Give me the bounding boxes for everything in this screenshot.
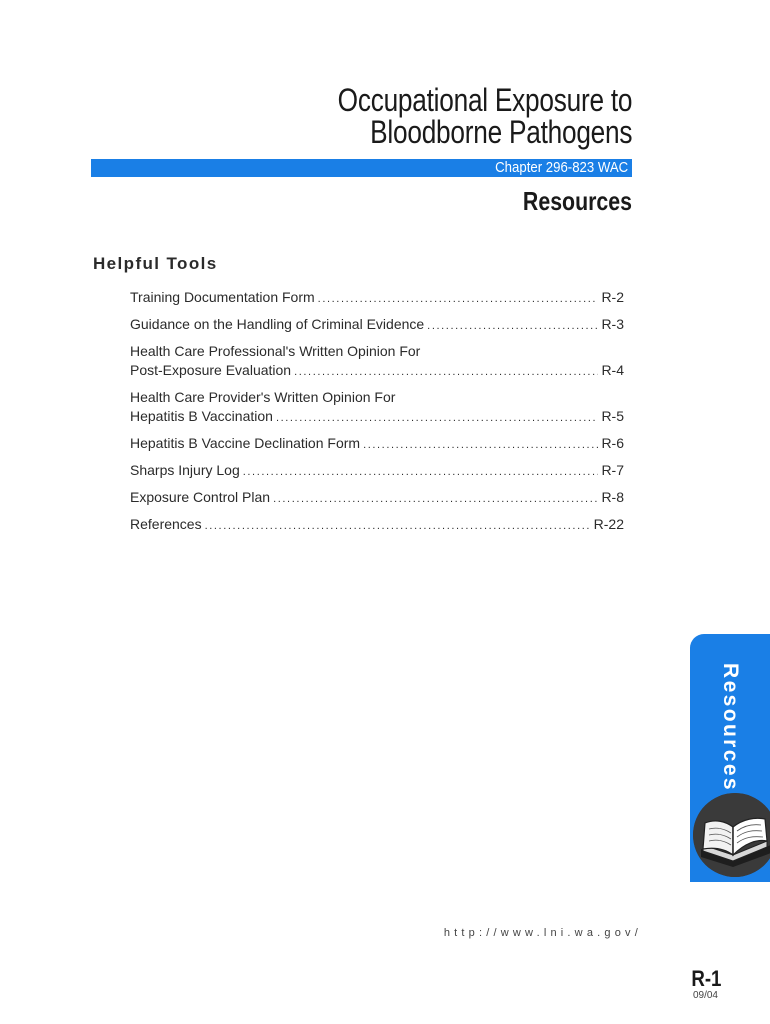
side-tab-label: Resources bbox=[719, 663, 742, 792]
toc-entry[interactable] bbox=[130, 461, 624, 480]
toc-entry[interactable] bbox=[130, 488, 624, 507]
toc-entry-title: Hepatitis B Vaccination bbox=[130, 408, 273, 424]
toc-entry-title: References bbox=[130, 516, 202, 532]
document-title bbox=[337, 84, 632, 148]
chapter-bar bbox=[91, 159, 632, 177]
toc-entry-row bbox=[130, 461, 624, 480]
toc-entry-title: Health Care Provider's Written Opinion For bbox=[130, 389, 396, 405]
section-title: Resources bbox=[522, 186, 632, 216]
toc-entry-title: Sharps Injury Log bbox=[130, 462, 240, 478]
toc-entry[interactable] bbox=[130, 434, 624, 453]
open-book-icon bbox=[693, 793, 770, 877]
page-number: R-1 bbox=[690, 966, 721, 991]
toc-page-number: R-22 bbox=[593, 516, 624, 532]
document-title-line-1: Occupational Exposure to bbox=[337, 82, 632, 118]
helpful-tools-heading: Helpful Tools bbox=[93, 254, 218, 273]
toc-dot-leader bbox=[243, 463, 599, 482]
open-book-icon-graphic bbox=[693, 793, 770, 877]
toc-entry[interactable] bbox=[130, 388, 624, 426]
toc-entry[interactable] bbox=[130, 342, 624, 380]
toc-page-number: R-7 bbox=[601, 462, 624, 478]
toc-entry[interactable] bbox=[130, 515, 624, 534]
toc-entry-line bbox=[130, 388, 624, 407]
toc-entry-row bbox=[130, 488, 624, 507]
website-url[interactable]: http://www.lni.wa.gov/ bbox=[443, 927, 642, 939]
toc-entry[interactable] bbox=[130, 315, 624, 334]
toc-dot-leader bbox=[318, 290, 599, 309]
toc-entry-row bbox=[130, 407, 624, 426]
toc-page-number: R-3 bbox=[601, 316, 624, 332]
toc-entry-title: Guidance on the Handling of Criminal Evidence bbox=[130, 316, 425, 332]
toc-page-number: R-8 bbox=[601, 489, 624, 505]
toc-dot-leader bbox=[427, 317, 598, 336]
toc-entry-row bbox=[130, 434, 624, 453]
toc-page-number: R-2 bbox=[601, 289, 624, 305]
toc-page-number: R-5 bbox=[601, 408, 624, 424]
toc-entry-row bbox=[130, 315, 624, 334]
toc-entry[interactable] bbox=[130, 288, 624, 307]
toc-entry-row bbox=[130, 515, 624, 534]
table-of-contents bbox=[130, 288, 624, 542]
toc-dot-leader bbox=[294, 363, 598, 382]
document-title-line-2: Bloodborne Pathogens bbox=[369, 114, 632, 150]
toc-entry-title: Training Documentation Form bbox=[130, 289, 315, 305]
toc-entry-title: Exposure Control Plan bbox=[130, 489, 271, 505]
toc-dot-leader bbox=[276, 409, 599, 428]
toc-dot-leader bbox=[205, 517, 591, 536]
toc-entry-title: Health Care Professional's Written Opinion For bbox=[130, 343, 421, 359]
toc-page-number: R-4 bbox=[601, 362, 624, 378]
toc-entry-title: Post-Exposure Evaluation bbox=[130, 362, 292, 378]
toc-dot-leader bbox=[363, 436, 598, 455]
toc-entry-row bbox=[130, 361, 624, 380]
toc-dot-leader bbox=[273, 490, 598, 509]
toc-entry-title: Hepatitis B Vaccine Declination Form bbox=[130, 435, 361, 451]
toc-entry-line bbox=[130, 342, 624, 361]
toc-page-number: R-6 bbox=[601, 435, 624, 451]
chapter-label: Chapter 296-823 WAC bbox=[494, 159, 628, 176]
revision-date: 09/04 bbox=[692, 990, 718, 1001]
toc-entry-row bbox=[130, 288, 624, 307]
